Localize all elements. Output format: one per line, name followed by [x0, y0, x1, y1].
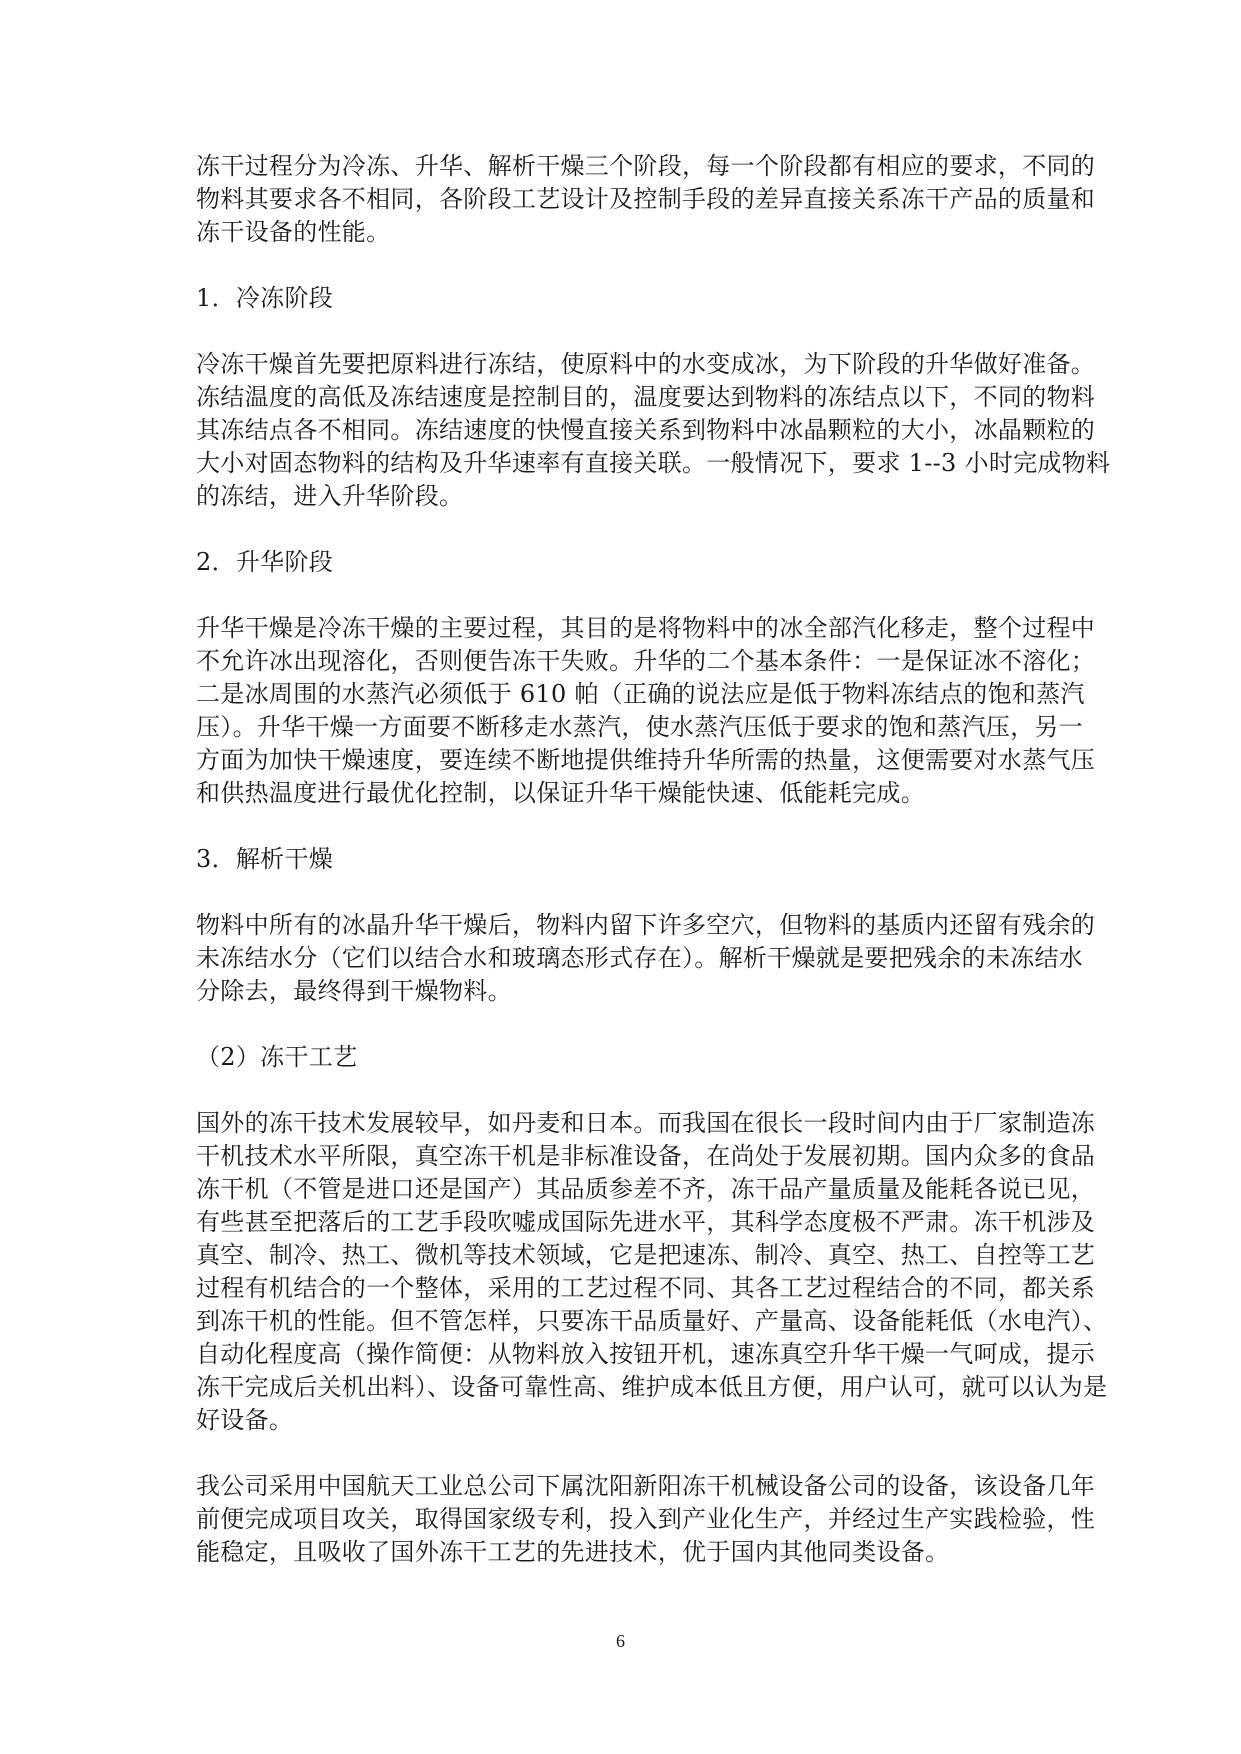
- text-line: 其冻结点各不相同。冻结速度的快慢直接关系到物料中冰晶颗粒的大小，冰晶颗粒的: [196, 416, 1096, 444]
- page-number: 6: [616, 1631, 625, 1651]
- paragraph-process: [196, 1107, 1114, 1437]
- text-line: 冻干过程分为冷冻、升华、解析干燥三个阶段，每一个阶段都有相应的要求，不同的: [196, 152, 1096, 180]
- text-line: 的冻结，进入升华阶段。: [196, 482, 464, 510]
- text-line: 未冻结水分（它们以结合水和玻璃态形式存在）。解析干燥就是要把残余的未冻结水: [196, 944, 1084, 972]
- section-heading-freezing: 1．冷冻阶段: [196, 284, 334, 312]
- text-line: 大小对固态物料的结构及升华速率有直接关联。一般情况下，要求 1--3 小时完成物料: [196, 449, 1111, 477]
- paragraph-company: [196, 1470, 1114, 1569]
- text-line: 冻干机（不管是进口还是国产）其品质参差不齐，冻干品产量质量及能耗各说已见，: [196, 1175, 1096, 1203]
- text-line: 有些甚至把落后的工艺手段吹嘘成国际先进水平，其科学态度极不严肃。冻干机涉及: [196, 1208, 1096, 1236]
- text-line: 过程有机结合的一个整体，采用的工艺过程不同、其各工艺过程结合的不同，都关系: [196, 1274, 1096, 1302]
- text-line: 物料中所有的冰晶升华干燥后，物料内留下许多空穴，但物料的基质内还留有残余的: [196, 911, 1096, 939]
- text-line: 方面为加快干燥速度，要连续不断地提供维持升华所需的热量，这便需要对水蒸气压: [196, 746, 1096, 774]
- text-line: 冻结温度的高低及冻结速度是控制目的，温度要达到物料的冻结点以下，不同的物料: [196, 383, 1096, 411]
- document-body: [196, 150, 1114, 1569]
- text-line: 升华干燥是冷冻干燥的主要过程，其目的是将物料中的冰全部汽化移走，整个过程中: [196, 614, 1096, 642]
- text-line: 国外的冻干技术发展较早，如丹麦和日本。而我国在很长一段时间内由于厂家制造冻: [196, 1109, 1096, 1137]
- text-line: 到冻干机的性能。但不管怎样，只要冻干品质量好、产量高、设备能耗低（水电汽）、: [196, 1307, 1108, 1335]
- text-line: 和供热温度进行最优化控制，以保证升华干燥能快速、低能耗完成。: [196, 779, 925, 807]
- text-line: 真空、制冷、热工、微机等技术领域，它是把速冻、制冷、真空、热工、自控等工艺: [196, 1241, 1096, 1269]
- paragraph-freezing: [196, 348, 1114, 513]
- text-line: 前便完成项目攻关，取得国家级专利，投入到产业化生产，并经过生产实践检验，性: [196, 1505, 1096, 1533]
- section-heading-sublimation: 2．升华阶段: [196, 548, 334, 576]
- text-line: 干机技术水平所限，真空冻干机是非标准设备，在尚处于发展初期。国内众多的食品: [196, 1142, 1096, 1170]
- section-heading-process: （2）冻干工艺: [196, 1043, 358, 1071]
- paragraph-sublimation: [196, 612, 1114, 810]
- text-line: 压）。升华干燥一方面要不断移走水蒸汽，使水蒸汽压低于要求的饱和蒸汽压，另一: [196, 713, 1084, 741]
- text-line: 不允许冰出现溶化，否则便告冻干失败。升华的二个基本条件：一是保证冰不溶化；: [196, 647, 1096, 675]
- text-line: 冻干完成后关机出料）、设备可靠性高、维护成本低且方便，用户认可，就可以认为是: [196, 1373, 1108, 1401]
- text-line: 能稳定，且吸收了国外冻干工艺的先进技术，优于国内其他同类设备。: [196, 1538, 950, 1566]
- text-line: 我公司采用中国航天工业总公司下属沈阳新阳冻干机械设备公司的设备，该设备几年: [196, 1472, 1096, 1500]
- text-line: 二是冰周围的水蒸汽必须低于 610 帕（正确的说法应是低于物料冻结点的饱和蒸汽: [196, 680, 1085, 708]
- text-line: 好设备。: [196, 1406, 294, 1434]
- section-heading-desorption: 3．解析干燥: [196, 845, 334, 873]
- text-line: 冷冻干燥首先要把原料进行冻结，使原料中的水变成冰，为下阶段的升华做好准备。: [196, 350, 1096, 378]
- text-line: 冻干设备的性能。: [196, 218, 391, 246]
- text-line: 分除去，最终得到干燥物料。: [196, 977, 512, 1005]
- paragraph-intro: [196, 150, 1114, 249]
- text-line: 自动化程度高（操作简便：从物料放入按钮开机，速冻真空升华干燥一气呵成，提示: [196, 1340, 1096, 1368]
- paragraph-desorption: [196, 909, 1114, 1008]
- text-line: 物料其要求各不相同，各阶段工艺设计及控制手段的差异直接关系冻干产品的质量和: [196, 185, 1096, 213]
